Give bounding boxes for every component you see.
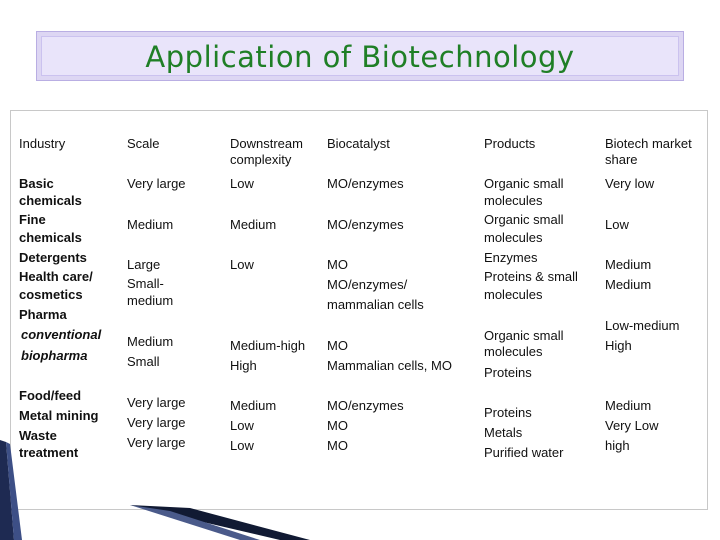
industry-line: chemicals xyxy=(19,193,82,208)
industry-line: Pharma xyxy=(19,307,67,322)
share-line: High xyxy=(605,338,632,353)
biocatalyst-line: MO/enzymes xyxy=(327,176,404,191)
products-line: Proteins xyxy=(484,405,532,420)
biocatalyst-line: MO/enzymes/ xyxy=(327,277,408,292)
biocatalyst-line: Mammalian cells, MO xyxy=(327,358,452,373)
products-line: Purified water xyxy=(484,445,564,460)
downstream-line: Low xyxy=(230,176,254,191)
scale-line: Very large xyxy=(127,395,186,410)
downstream-line: Medium xyxy=(230,217,277,232)
downstream-line: Medium xyxy=(230,398,277,413)
downstream-line: Low xyxy=(230,418,254,433)
header-share-line1: Biotech market xyxy=(605,136,692,151)
share-line: Medium xyxy=(605,398,652,413)
header-scale: Scale xyxy=(127,136,160,151)
scale-line: Small xyxy=(127,354,160,369)
industry-line: Detergents xyxy=(19,250,87,265)
scale-line: Very large xyxy=(127,435,186,450)
products-line: Enzymes xyxy=(484,250,538,265)
products-line: Organic small xyxy=(484,176,564,191)
products-line: molecules xyxy=(484,344,543,359)
scale-line: Medium xyxy=(127,334,174,349)
header-downstream-line1: Downstream xyxy=(230,136,303,151)
share-line: Very Low xyxy=(605,418,659,433)
scale-line: Small- xyxy=(127,276,164,291)
share-line: Low-medium xyxy=(605,318,680,333)
products-line: Proteins & small xyxy=(484,269,578,284)
biocatalyst-line: MO/enzymes xyxy=(327,217,404,232)
share-line: Medium xyxy=(605,277,652,292)
products-line: Proteins xyxy=(484,365,532,380)
industry-line: Health care/ xyxy=(19,269,93,284)
left-swoosh-decoration xyxy=(0,440,30,540)
share-line: Very low xyxy=(605,176,655,191)
downstream-line: Low xyxy=(230,257,254,272)
products-line: Metals xyxy=(484,425,523,440)
header-industry: Industry xyxy=(19,136,66,151)
header-biocatalyst: Biocatalyst xyxy=(327,136,390,151)
industry-line: Food/feed xyxy=(19,388,82,403)
bottom-swoosh-decoration xyxy=(130,505,310,540)
downstream-line: Low xyxy=(230,438,254,453)
slide-title: Application of Biotechnology xyxy=(145,40,575,74)
header-products: Products xyxy=(484,136,536,151)
biocatalyst-line: MO xyxy=(327,257,348,272)
industry-line: chemicals xyxy=(19,230,82,245)
industry-line: Metal mining xyxy=(19,408,99,423)
share-line: Low xyxy=(605,217,629,232)
share-line: Medium xyxy=(605,257,652,272)
header-downstream-line2: complexity xyxy=(230,152,292,167)
products-line: molecules xyxy=(484,193,543,208)
products-line: molecules xyxy=(484,287,543,302)
products-line: Organic small xyxy=(484,328,564,343)
scale-line: Medium xyxy=(127,217,174,232)
biocatalyst-line: MO/enzymes xyxy=(327,398,404,413)
industry-line: treatment xyxy=(19,445,79,460)
header-share-line2: share xyxy=(605,152,638,167)
downstream-line: High xyxy=(230,358,257,373)
scale-line: Very large xyxy=(127,415,186,430)
biocatalyst-line: MO xyxy=(327,438,348,453)
scale-line: Large xyxy=(127,257,161,272)
biocatalyst-line: mammalian cells xyxy=(327,297,424,312)
downstream-line: Medium-high xyxy=(230,338,306,353)
industry-line: Fine xyxy=(19,212,46,227)
scale-line: Very large xyxy=(127,176,186,191)
industry-line: biopharma xyxy=(21,348,88,363)
products-line: molecules xyxy=(484,230,543,245)
industry-line: Waste xyxy=(19,428,57,443)
industry-line: cosmetics xyxy=(19,287,83,302)
biocatalyst-line: MO xyxy=(327,418,348,433)
industry-line: Basic xyxy=(19,176,54,191)
scale-line: medium xyxy=(127,293,174,308)
products-line: Organic small xyxy=(484,212,564,227)
industry-line: conventional xyxy=(21,327,102,342)
biocatalyst-line: MO xyxy=(327,338,348,353)
share-line: high xyxy=(605,438,630,453)
